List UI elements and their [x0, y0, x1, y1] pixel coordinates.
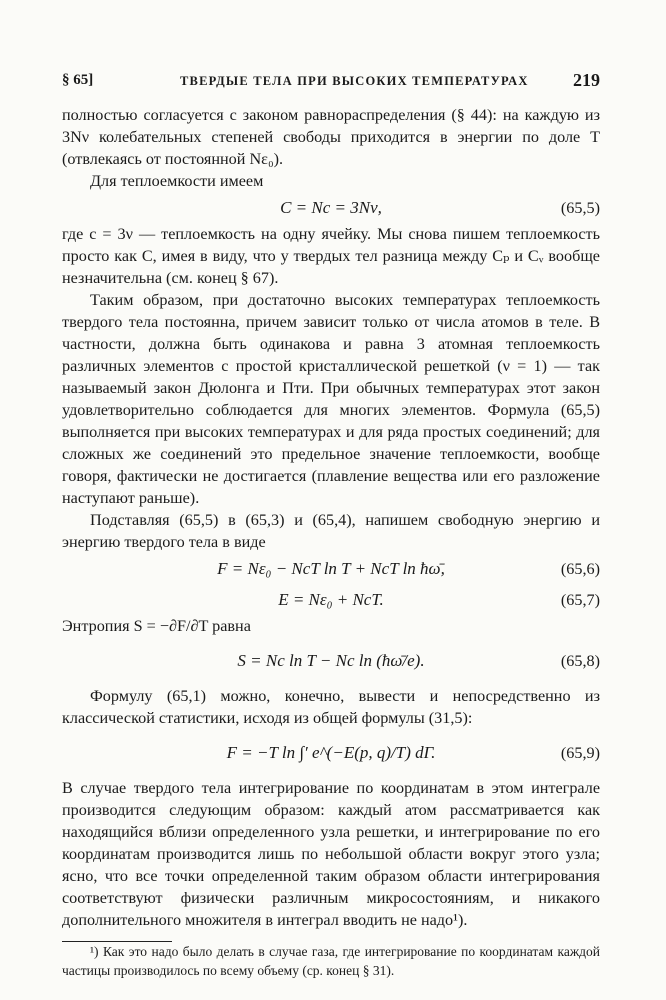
- formula-number: (65,8): [560, 652, 600, 670]
- running-title: ТВЕРДЫЕ ТЕЛА ПРИ ВЫСОКИХ ТЕМПЕРАТУРАХ: [180, 74, 529, 88]
- paragraph-8: В случае твердого тела интегрирование по координатам в этом интеграле производится следующим образом: каждый атом рассматривается как находящийся вблизи определенного узла решетки, и интегрирование по его координатам производится лишь по небольшой области вокруг этого узла; ясно, что все точки определенной таким образом области интегрирования соответствуют физически различным микросостояниям, и никакого дополнительного множителя в интеграл вводить не надо¹).: [62, 779, 600, 929]
- formula-65-8: [62, 637, 600, 685]
- paragraph-4: Таким образом, при достаточно высоких температурах теплоемкость твердого тела постоянна, причем зависит только от числа атомов в теле. В частности, должна быть одинакова и равна 3 атомная теплоемкость различных элементов с простой кристаллической решеткой (ν = 1) — так называемый закон Дюлонга и Пти. При обычных температурах этот закон удовлетворительно соблюдается для многих элементов. Формула (65,5) выполняется при высоких температурах и для ряда простых соединений; для сложных же соединений это предельное значение теплоемкости, вообще говоря, фактически не достигается (плавление вещества или его разложение наступают раньше).: [62, 291, 600, 507]
- formula-65-6: [62, 553, 600, 584]
- paragraph-1: полностью согласуется с законом равнораспределения (§ 44): на каждую из 3Nν колебательных степеней свободы приходится в энергии по доле T (отвлекаясь от постоянной Nε₀).: [62, 106, 600, 168]
- formula-number: (65,9): [560, 744, 600, 762]
- formula-number: (65,5): [560, 199, 600, 217]
- formula-expression: C = Nc = 3Nν,: [280, 198, 382, 217]
- formula-number: (65,6): [560, 560, 600, 578]
- paragraph-6: Энтропия S = −∂F/∂T равна: [62, 617, 251, 635]
- running-header: [62, 70, 600, 96]
- formula-expression: F = Nε₀ − NcT ln T + NcT ln ħω̄,: [217, 559, 445, 578]
- paragraph-3: где c = 3ν — теплоемкость на одну ячейку. Мы снова пишем теплоемкость просто как C, имея в виду, что у твердых тел разница между Cₚ и Cᵥ вообще незначительна (см. конец § 67).: [62, 225, 600, 287]
- paragraph-5: Подставляя (65,5) в (65,3) и (65,4), напишем свободную энергию и энергию твердого тела в виде: [62, 511, 600, 551]
- paragraph-7: Формулу (65,1) можно, конечно, вывести и непосредственно из классической статистики, исходя из общей формулы (31,5):: [62, 687, 600, 727]
- formula-65-5: [62, 192, 600, 223]
- formula-expression: E = Nε₀ + NcT.: [278, 590, 384, 609]
- page-number: 219: [573, 70, 600, 90]
- formula-65-9: [62, 729, 600, 777]
- section-mark: § 65]: [62, 72, 94, 88]
- formula-expression: F = −T ln ∫′ e^(−E(p, q)/T) dΓ.: [226, 743, 436, 762]
- paragraph-2: Для теплоемкости имеем: [90, 172, 264, 190]
- formula-number: (65,7): [560, 591, 600, 609]
- formula-expression: S = Nc ln T − Nc ln (ħω̄/e).: [237, 651, 425, 670]
- formula-65-7: [62, 584, 600, 615]
- page-body: [62, 104, 600, 980]
- footnote-1: ¹) Как это надо было делать в случае газа, где интегрирование по координатам каждой частицы производилось по всему объему (ср. конец § 31).: [62, 944, 600, 978]
